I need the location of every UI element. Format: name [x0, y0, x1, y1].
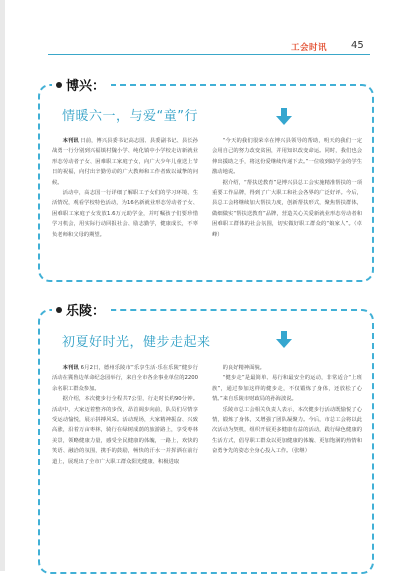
page-number: 45 — [351, 40, 364, 51]
article-card-boxing — [38, 79, 374, 282]
download-arrow-icon — [276, 331, 292, 349]
region-tag — [52, 74, 111, 95]
article-column-left — [52, 363, 198, 467]
article-card-leling — [38, 304, 374, 574]
article-column-left — [52, 136, 198, 240]
paragraph: 据介绍，本次健步行全程共7公里，行走时长约90分钟。活动中，大家迈着整齐的步伐，昂首阔步向前，队员们尽情享受运动愉悦，展示拼搏风采。活动现场，大家精神振奋、兴致高涨，沿着万亩枣林，骑行在绿树成荫的旅游路上，享受枣林美景，领略健康力量，感受全民健康的体魄，一路上，欢快的笑语、融洽的氛围，携手的鼓励，畅快的汗水一并挥洒在前行道上，展现出了全市广大职工群众阳光健康、积极进取 — [52, 396, 198, 465]
article-column-right — [212, 136, 362, 240]
bullet-icon — [56, 307, 62, 313]
paragraph: 本刊讯 6月2日，德州乐陵市“乐享生活·乐在乐陵”健步行活动在冀鲁边革命纪念园举行，来自全市各企事业单位的2200余名职工群众参加。 — [52, 365, 198, 392]
article-headline: 初夏好时光，健步走起来 — [62, 335, 211, 350]
byline: 本刊讯 — [62, 138, 79, 144]
paragraph: 据介绍，“帮扶送教育”是博兴县总工会实施精准帮扶的一项重要工作品牌，得到了广大职工和社会各界的广泛好评。今后，县总工会将继续加大帮扶力度，创新帮扶形式，聚焦帮扶群体，做细做实“帮扶送教育”品牌，营造关心关爱新就业形态劳动者和困难职工群体的社会氛围，切实做好职工群众的“娘家人”。（卓峰） — [212, 179, 362, 238]
paragraph: 的良好精神面貌。 — [222, 365, 265, 371]
download-arrow-icon — [276, 108, 292, 126]
page-edge — [0, 0, 5, 571]
byline: 本刊讯 — [62, 365, 79, 371]
region-name: 博兴： — [66, 79, 106, 94]
article-column-right — [212, 363, 362, 457]
region-tag — [52, 299, 111, 320]
region-name: 乐陵： — [66, 304, 106, 319]
paragraph: 活动中，高志国一行详细了解职工子女们的学习环境、生活情况，观看学校特色活动，为16名新就业形态劳动者子女、困难职工家庭子女发放1.6万元助学金，并叮嘱孩子们要珍惜学习机会，用实际行动回报社会、励志勤学，健康成长，不辜负老师和父母的期望。 — [52, 190, 198, 238]
paragraph: 乐陵市总工会相关负责人表示，本次健步行活动既愉悦了心情，锻炼了身体，又增强了团队凝聚力。今后，市总工会将以此次活动为契机，组织开展更多健康有益的活动，践行绿色健康的生活方式，倡导职工群众以更加健康的体魄、更加饱满的热情和奋勇争先的姿态全身心投入工作。（张继） — [212, 406, 362, 455]
section-title: 工会时讯 — [291, 43, 328, 53]
header-divider — [48, 54, 370, 55]
article-headline: 情暖六一，与爱“童”行 — [62, 109, 198, 124]
paragraph: 本刊讯 日前，博兴县委书记高志国、县委副书记、县长孙战勇一行分别到兴福镇村魏小学、纯化镇中小学校走访新就业形态劳动者子女、困难职工家庭子女，向广大少年儿童送上节日的祝福，向付出辛勤劳动的广大教师和工作者致以诚挚的问候。 — [52, 138, 198, 186]
paragraph: “健步走”是最简单、易行和最安全的运动，非常适合“上班族”，通过参加这样的健步走，不仅锻炼了身体，还放松了心情。”来自乐陵市财政局的孙海波说。 — [212, 375, 362, 403]
bullet-icon — [56, 82, 62, 88]
paragraph: “今天的我们很荣幸在博兴县领导的帮助，明天的我们一定会用自己的努力改变贫困，并用知识改变命运。同时，我们也会伸出援助之手，将这份爱继续传递下去。”一位收到助学金的学生激动地说。 — [212, 138, 362, 176]
